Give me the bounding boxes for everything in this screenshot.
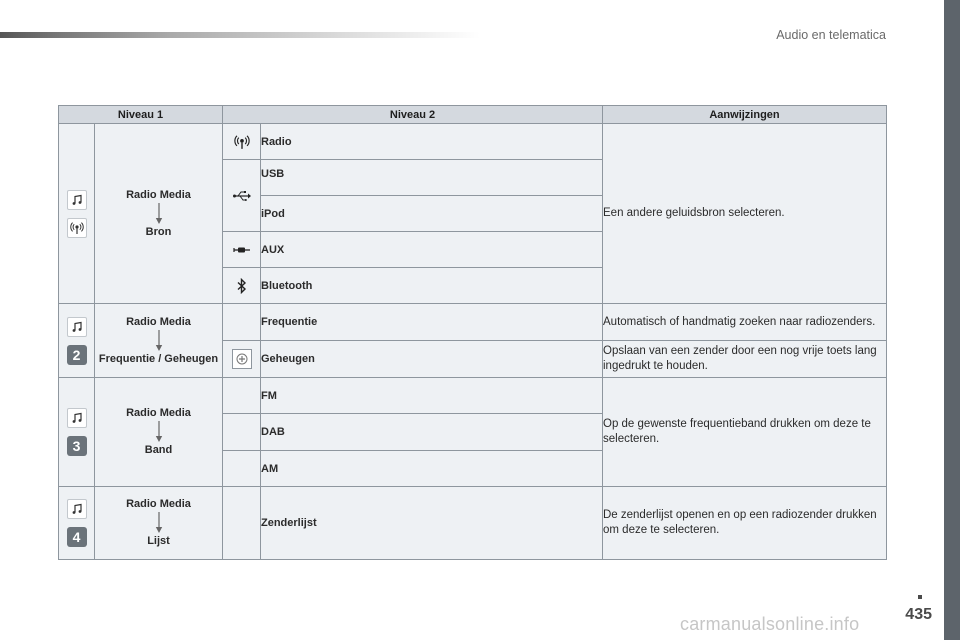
music-note-icon xyxy=(67,317,87,337)
arrow-down-icon xyxy=(155,330,163,352)
page-marker xyxy=(918,595,922,599)
column-header-niveau2: Niveau 2 xyxy=(223,106,603,124)
page-number: 435 xyxy=(905,606,932,623)
level2-geheugen: Geheugen xyxy=(261,341,603,378)
number-badge-4: 4 xyxy=(67,527,87,547)
level1-label-lijst: Radio Media Lijst xyxy=(95,487,223,560)
number-badge-3: 3 xyxy=(67,436,87,456)
aux-icon xyxy=(231,239,253,261)
level2-zenderlijst: Zenderlijst xyxy=(261,487,603,560)
note-lijst: De zenderlijst openen en op een radiozender drukken om deze te selecteren. xyxy=(603,487,887,560)
level1-label-bron: Radio Media Bron xyxy=(95,124,223,304)
level2-aux: AUX xyxy=(261,232,603,268)
music-note-icon xyxy=(67,408,87,428)
watermark: carmanualsonline.info xyxy=(680,614,860,634)
level2-usb: USB xyxy=(261,160,603,196)
note-band: Op de gewenste frequentieband drukken om deze te selecteren. xyxy=(603,378,887,487)
note-frequentie: Automatisch of handmatig zoeken naar radiozenders. xyxy=(603,304,887,341)
table-row xyxy=(59,124,887,160)
note-bron: Een andere geluidsbron selecteren. xyxy=(603,124,887,304)
level2-frequentie: Frequentie xyxy=(261,304,603,341)
music-note-icon xyxy=(67,190,87,210)
table-row xyxy=(59,378,887,414)
number-badge-2: 2 xyxy=(67,345,87,365)
level2-radio: Radio xyxy=(261,124,603,160)
menu-table xyxy=(58,105,887,560)
memory-icon xyxy=(232,349,252,369)
level2-fm: FM xyxy=(261,378,603,414)
music-note-icon xyxy=(67,499,87,519)
bluetooth-icon xyxy=(231,275,253,297)
level2-bluetooth: Bluetooth xyxy=(261,268,603,304)
header-gradient-bar xyxy=(0,32,480,38)
level1-label-frequentie: Radio Media Frequentie / Geheugen xyxy=(95,304,223,378)
level1-icons-cell xyxy=(59,304,95,378)
level2-dab: DAB xyxy=(261,414,603,451)
arrow-down-icon xyxy=(155,512,163,534)
table-row xyxy=(59,304,887,341)
level2-ipod: iPod xyxy=(261,196,603,232)
level1-icons-cell xyxy=(59,487,95,560)
arrow-down-icon xyxy=(155,421,163,443)
arrow-down-icon xyxy=(155,203,163,225)
level1-icons-cell xyxy=(59,378,95,487)
note-geheugen: Opslaan van een zender door een nog vrije toets lang ingedrukt te houden. xyxy=(603,341,887,378)
table-row xyxy=(59,487,887,560)
usb-icon xyxy=(231,185,253,207)
radio-icon xyxy=(67,218,87,238)
side-strip xyxy=(944,0,960,640)
level1-icons-cell xyxy=(59,124,95,304)
table-header-row xyxy=(59,106,887,124)
column-header-niveau1: Niveau 1 xyxy=(59,106,223,124)
level1-label-band: Radio Media Band xyxy=(95,378,223,487)
column-header-aanwijzingen: Aanwijzingen xyxy=(603,106,887,124)
section-title: Audio en telematica xyxy=(776,28,886,42)
radio-icon xyxy=(231,131,253,153)
level2-am: AM xyxy=(261,451,603,487)
